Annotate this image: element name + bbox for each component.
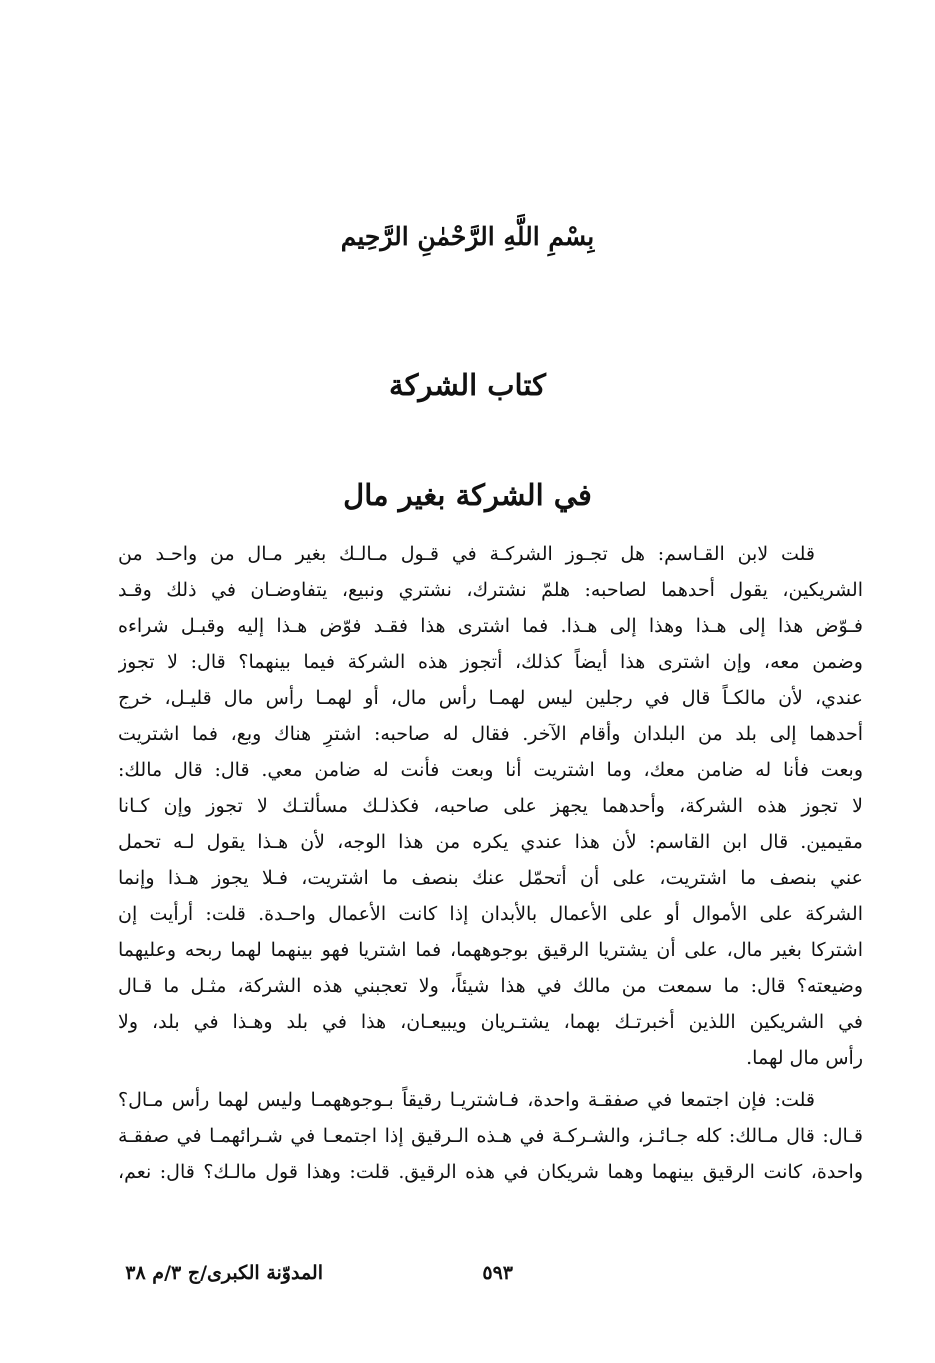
book-title: كتاب الشركة (389, 368, 546, 402)
text-line: أحدهما إلى بلد من البلدان وأقام الآخر. فقال له صاحبه: اشترِ هناك وبع، فما اشتريت (118, 723, 863, 745)
text-line: لا تجوز هذه الشركة، وأحدهما يجهز على صاحبه، فكذلـك مسألتـك لا تجوز وإن كـانا (118, 795, 863, 817)
text-line: الشركة على الأموال أو على الأعمال بالأبدان إذا كانت الأعمال واحـدة. قلت: أرأيت إن (118, 903, 863, 925)
text-line: عندي، لأن مالكـاً قال في رجلين ليس لهمـا رأس مال، أو لهمـا رأس مال قليـل، خرج (118, 687, 863, 709)
body-text (118, 536, 863, 1190)
text-line: وضيعته؟ قال: ما سمعت من مالك في هذا شيئاً، ولا تعجبني هذه الشركة، مثـل ما قـال (118, 975, 863, 997)
text-line: في الشريكين اللذين أخبرتـك بهما، يشتـريان ويبيعـان، هذا في بلد وهـذا في بلد، ولا (118, 1011, 863, 1033)
text-line: قلت لابن القـاسم: هل تجـوز الشركـة في قـول مـالـك بغير مـال من واحـد من (118, 543, 815, 565)
text-line: واحدة، كانت الرقيق بينهما وهما شريكان في هذه الرقيق. قلت: وهذا قول مالـك؟ قال: نعم، (118, 1161, 863, 1183)
text-line: وبعت فأنا له ضامن معك، وما اشتريت أنا وبعت فأنت له ضامن معي. قال: قال مالك: (118, 759, 863, 781)
text-line: اشتركا بغير مال، على أن يشتريا الرقيق بوجوههما، فما اشتريا فهو بينهما لهما ربحه وعليهما (118, 939, 863, 961)
text-line: عني بنصف ما اشتريت، على أن أتحمّل عنك بنصف ما اشتريت، فـلا يجوز هـذا وإنما (118, 867, 863, 889)
text-line: فـوّض هذا إلى هـذا وهذا إلى هـذا. فما اشترى هذا فقـد فوّض هـذا إليه وقبـل شراءه (118, 615, 863, 637)
text-line: رأس مال لهما. (746, 1047, 863, 1069)
source-reference: المدوّنة الكبرى/ج ٣/م ٣٨ (125, 1262, 323, 1284)
text-line: الشريكين، يقول أحدهما لصاحبه: هلمّ نشترك، نشتري ونبيع، يتفاوضـان في ذلك وقـد (118, 579, 863, 601)
text-line: قلت: فإن اجتمعا في صفقـة واحدة، فـاشتريـا رقيقاً بـوجوههمـا وليس لهما رأس مـال؟ (118, 1089, 815, 1111)
basmala-heading: بِسْمِ اللَّهِ الرَّحْمٰنِ الرَّحِيم (340, 222, 595, 251)
text-line: قـال: قال مـالك: كله جـائـز، والشـركـة في هـذه الـرقيق إذا اجتمعـا في شـرائهمـا في صفقـة (118, 1125, 863, 1147)
page-footer (118, 1262, 863, 1292)
section-title: في الشركة بغير مال (343, 478, 592, 512)
text-line: مقيمين. قال ابن القاسم: لأن هذا عندي يكره من هذا الوجه، لأن هـذا يقول لـه تحمل (118, 831, 863, 853)
page-number: ٥٩٣ (482, 1262, 513, 1284)
paragraph-1 (118, 536, 863, 1076)
paragraph-2 (118, 1082, 863, 1190)
text-line: وضمن معه، وإن اشترى هذا أيضاً كذلك، أتجوز هذه الشركة فيما بينهما؟ قال: لا تجوز (118, 651, 863, 673)
